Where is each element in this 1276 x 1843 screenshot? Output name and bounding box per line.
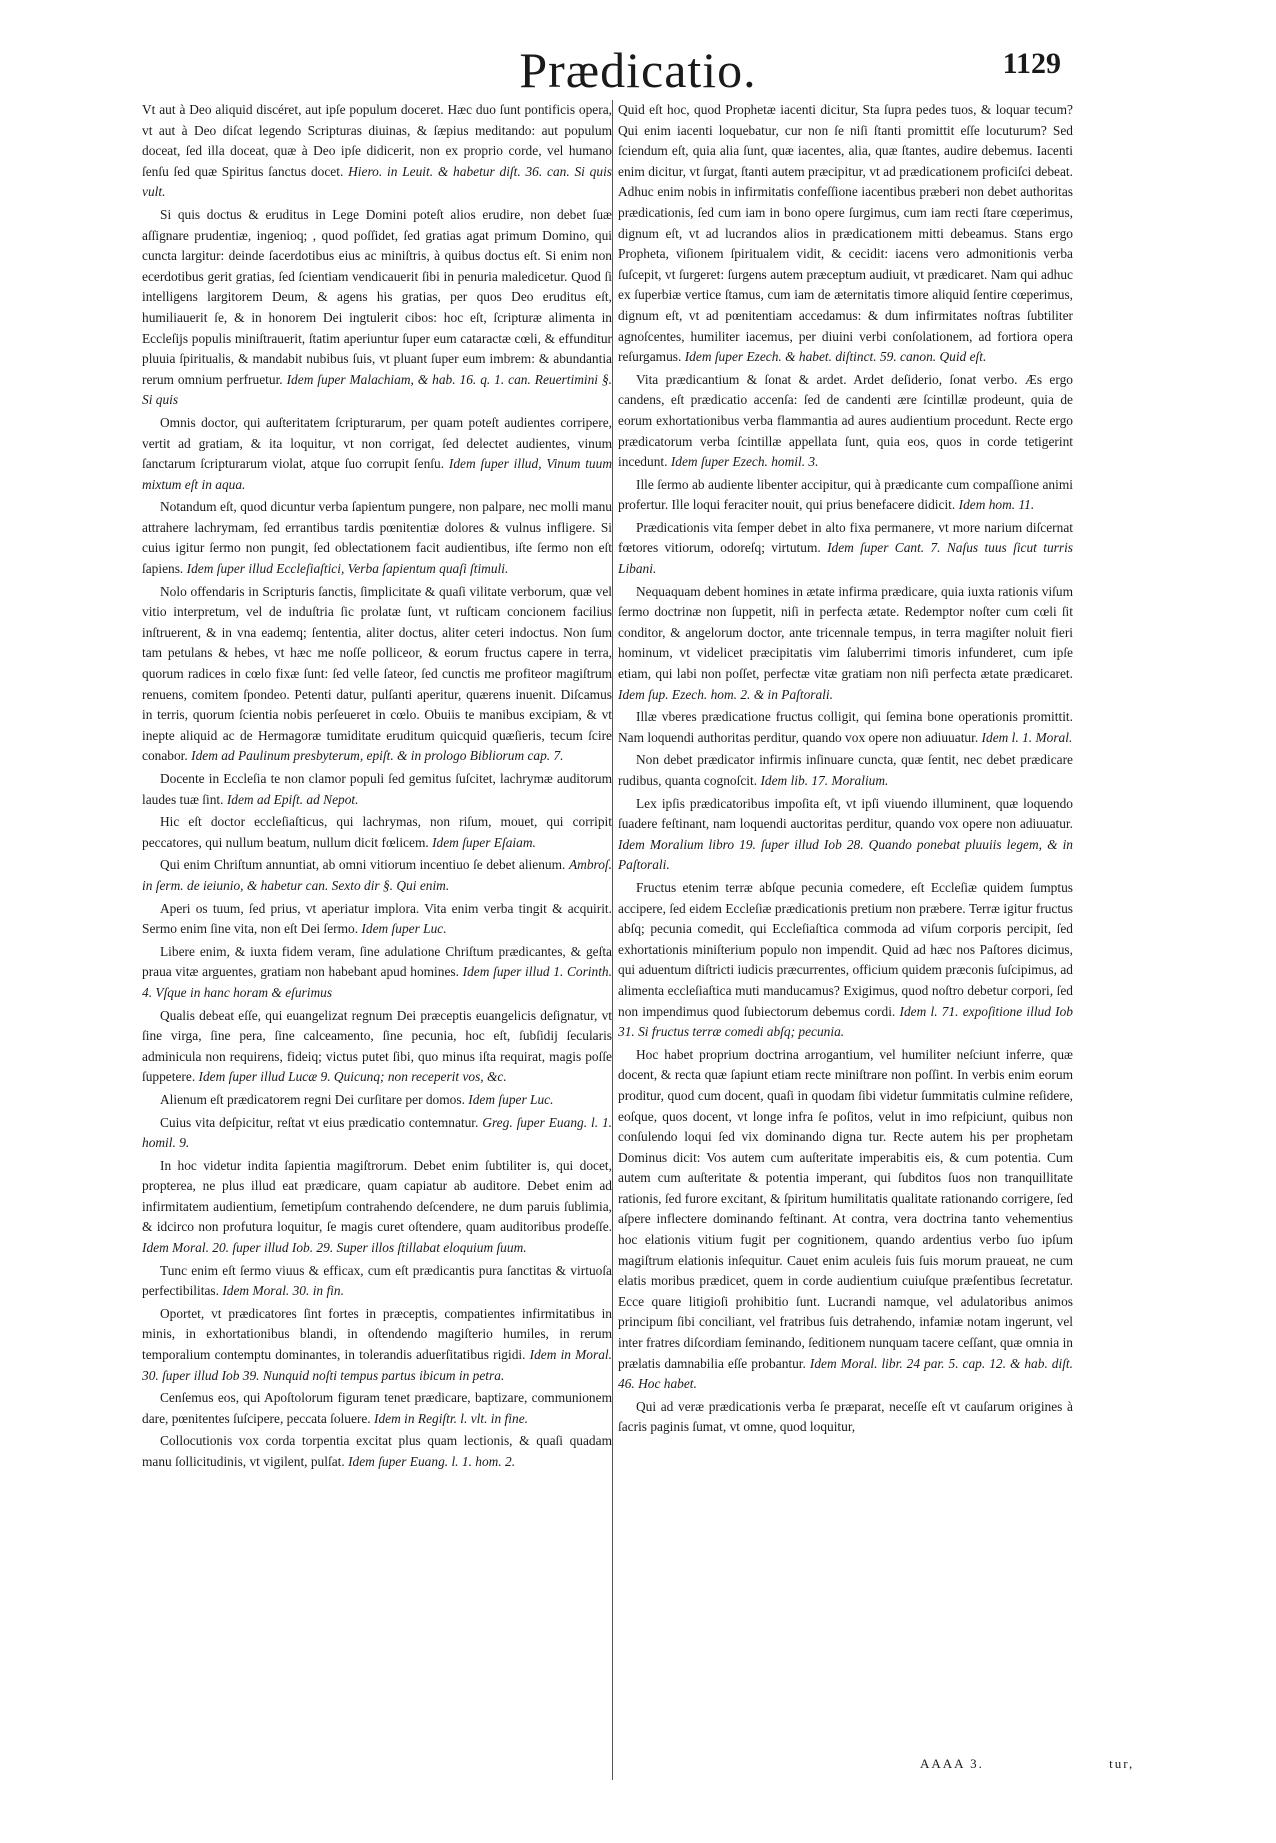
paragraph [142, 1261, 612, 1302]
paragraph-text: Hic eſt doctor eccleſiaſticus, qui lachrymas, non riſum, mouet, qui corripit peccatores, qui nullum beatum, nullum dicit fœlicem. [142, 814, 612, 850]
paragraph-text: Ille ſermo ab audiente libenter accipitur, qui à prædicante cum compaſſione animi profertur. Ille loqui feraciter nouit, qui prius benefacere didicit. [618, 476, 1073, 513]
paragraph-text: Quid eſt hoc, quod Prophetæ iacenti dicitur, Sta ſupra pedes tuos, & loquar tecum? Qui enim iacenti loquebatur, cur non ſe niſi ſtanti promittit eſſe locuturum? Sed ſciendum eſt, quia alia ſunt, quæ iacentes, alia, quæ ſtantes, audire debemus. Iacenti enim dicitur, vt ſurgat, ſtanti autem præcipitur, vt ad prædicationem proficiſci debeat. Adhuc enim nobis in infirmitatis confeſſione iacentibus præberi non debet authoritas prædicationis, ſed cum iam in bono opere ſurgimus, cum iam recti ſtare cœperimus, dignum eſt, vt ad lucrandos alios in prædicationem mitti debeamus. Stans ergo Propheta, viſionem ſpiritualem vidit, & cecidit: iacens vero admonitionis verba ſuſcepit, vt ſurgeret: ſurgens autem præceptum audiuit, vt prædicaret. Nam qui adhuc ex ſuperbiæ vertice ſtamus, cum iam de æternitatis timore aliquid ſentire cœperimus, dignum eſt, vt ad pœnitentiam accedamus: & dum infirmitates noſtras ſubtiliter agnoſcentes, humiliter iacemus, per diuini verbi conſolationem, ad fortiora opera reſurgamus. [618, 102, 1073, 365]
paragraph-text: Notandum eſt, quod dicuntur verba ſapientum pungere, non palpare, nec molli manu attrahere lachrymam, ſed errantibus tardis pœnitentiæ dolores & vulnus infligere. Si cuius igitur ſermo non pungit, ſed oblectationem facit audientibus, iſte ſermo non eſt ſapiens. [142, 499, 612, 577]
citation: Idem ſuper Euang. l. 1. hom. 2. [348, 1454, 516, 1469]
page-footer [920, 1756, 1134, 1772]
citation: Idem Moral. libr. 24 par. 5. cap. 12. & hab. diſt. 46. Hoc habet. [618, 1355, 1073, 1392]
citation: Greg. ſuper Euang. l. 1. homil. 9. [142, 1114, 612, 1151]
paragraph-text: Tunc enim eſt ſermo viuus & efficax, cum eſt prædicantis pura ſanctitas & virtuoſa perfectibilitas. [142, 1262, 612, 1299]
citation: Idem ad Paulinum presbyterum, epiſt. & in prologo Bibliorum cap. 7. [191, 748, 564, 764]
citation: Idem ſuper Malachiam, & hab. 16. q. 1. can. Reuertimini §. Si quis [142, 371, 612, 408]
citation: Hiero. in Leuit. & habetur diſt. 36. can. Si quis vult. [142, 163, 612, 200]
citation: Idem ſuper Ezech. homil. 3. [670, 454, 819, 470]
citation: Idem ſuper Eſaiam. [432, 834, 536, 850]
paragraph [142, 1304, 612, 1386]
paragraph-text: Illæ vberes prædicatione fructus colligit, qui ſemina bone operationis promittit. Nam loquendi authoritas perditur, quando vox opere non adiuuatur. [618, 709, 1073, 745]
paragraph [142, 855, 612, 896]
paragraph [618, 794, 1073, 876]
paragraph [618, 1397, 1073, 1438]
paragraph-text: Aperi os tuum, ſed prius, vt aperiatur implora. Vita enim verba tingit & acquirit. Sermo enim ſine vita, non eſt Dei ſermo. [142, 900, 612, 937]
paragraph-text: Prædicationis vita ſemper debet in alto fixa permanere, vt more narium diſcernat fœtores vitiorum, odoreſq; virtutum. [618, 519, 1073, 556]
paragraph [142, 1388, 612, 1429]
paragraph-text: Omnis doctor, qui auſteritatem ſcripturarum, per quam poteſt audientes corripere, vertit ad gratiam, & ita loquitur, vt non corrigat, ſed delectet audientes, vinum ſanctarum ſcripturarum violat, atque ſuo corrupit ſenſu. [142, 414, 612, 472]
citation: Idem ſuper illud Eccleſiaſtici, Verba ſapientum quaſi ſtimuli. [186, 561, 509, 577]
citation: Idem ſup. Ezech. hom. 2. & in Paſtorali. [618, 686, 833, 702]
citation: Idem hom. 11. [958, 497, 1035, 513]
paragraph-text: Qui enim Chriſtum annuntiat, ab omni vitiorum incentiuo ſe debet alienum. [160, 857, 566, 873]
citation: Idem ſuper illud 1. Corinth. 4. Vſque in hanc horam & eſurimus [142, 964, 612, 1000]
citation: Idem ad Epiſt. ad Nepot. [226, 791, 359, 807]
paragraph [618, 475, 1073, 516]
paragraph [618, 1045, 1073, 1395]
paragraph [142, 1006, 612, 1088]
paragraph [142, 413, 612, 495]
paragraph-text: Libere enim, & iuxta fidem veram, ſine adulatione Chriſtum prædicantes, & geſta praua vitæ arguentes, gratiam non habebant apud homines. [142, 943, 612, 980]
citation: Idem ſuper Luc. [468, 1091, 554, 1107]
citation: Idem ſuper illud Lucæ 9. Quicunq; non receperit vos, &c. [198, 1069, 507, 1085]
paragraph-text: Vita prædicantium & ſonat & ardet. Ardet deſiderio, ſonat verbo. Æs ergo candens, eſt prædicatio accenſa: ſed de candenti ære ſcintillæ prodeunt, quia de eorum exhortationibus verba flammantia ad aures audientium procedunt. Recte ergo prædicatorum verba ſcintillæ appellata ſunt, quia eos, quos in corde tetigerint incedunt. [618, 371, 1073, 470]
citation: Idem Moral. 30. in fin. [222, 1283, 344, 1299]
paragraph-text: Cuius vita deſpicitur, reſtat vt eius prædicatio contemnatur. [160, 1114, 479, 1130]
paragraph [618, 750, 1073, 791]
paragraph [142, 100, 612, 203]
citation: Idem ſuper Cant. 7. Naſus tuus ſicut turris Libani. [618, 540, 1073, 577]
page-title: Prædicatio. [519, 42, 757, 98]
paragraph [618, 370, 1073, 473]
signature-mark: AAAA 3. [920, 1756, 984, 1771]
paragraph-text: Lex ipſis prædicatoribus impoſita eſt, vt ipſi viuendo illuminent, quæ loquendo ſuadere feſtinant, nam loquendi auctoritas perditur, quando vox opere non adiuuatur. [618, 795, 1073, 832]
citation: Idem l. 71. expoſitione illud Iob 31. Si fructus terræ comedi abſq; pecunia. [618, 1003, 1073, 1040]
citation: Idem Moral. 20. ſuper illud Iob. 29. Super illos ſtillabat eloquium ſuum. [142, 1240, 527, 1256]
paragraph-text: Vt aut à Deo aliquid discéret, aut ipſe populum doceret. Hæc duo ſunt pontificis opera, vt aut à Deo diſcat legendo Scripturas diuinas, & ſæpius meditando: aut populum doceat, ſed illa doceat, quæ à Deo ipſe didicerit, non ex proprio corde, vel humano ſenſu ſed quæ Spiritus ſanctus docet. [142, 102, 612, 179]
paragraph [142, 582, 612, 767]
citation: Idem l. 1. Moral. [981, 729, 1073, 745]
paragraph-text: Non debet prædicator infirmis inſinuare cuncta, quæ ſentit, nec debet prædicare rudibus, quanta cognoſcit. [618, 752, 1073, 788]
paragraph [142, 899, 612, 940]
page-header [0, 40, 1276, 100]
paragraph [618, 582, 1073, 706]
column-divider [612, 100, 613, 1780]
paragraph-text: Oportet, vt prædicatores ſint fortes in præceptis, compatientes infirmitatibus in minis, in exhortationibus blandi, in oſtendendo magiſterio humiles, in rerum temporalium contemptu dominantes, in tolerandis aduerſitatibus rigidi. [142, 1305, 612, 1363]
paragraph-text: Hoc habet proprium doctrina arrogantium, vel humiliter neſciunt inferre, quæ docent, & recta quæ ſapiunt etiam recte miniſtrare non poſſint. In verbis enim eorum proditur, quod cum docent, quaſi in quodam ſibi videtur ſummitatis culmine reſidere, eoſque, quos docent, vt longe infra ſe poſitos, velut in imo reſpiciunt, quibus non conſulendo loqui ſed vix dominando digna tur. Recte autem his per prophetam Dominus dicit: Vos autem cum auſteritate imperabitis eis, & cum potentia. Cum autem cum auſteritate & potentia imperant, qui ſubditos ſuos non tranquillitate rationis, ſed furore excitant, & ſpiritum humilitatis qualitate rationando corrigere, ſed aſpere inflectere dominando feſtinant. At contra, vera doctrina tanto vehementius hoc elationis vitium fugit per cognitionem, quando ardentius verbo ſuo ipſum magiſtrum elationis inſequitur. Cauet enim aculeis ſuis ſuis morum praueat, ne cum elatis moribus prædicet, quem in corde audientium cuiuſque præſentibus ſecretatur. Ecce quare litigioſi prohibitio ſunt. Lucrandi namque, vel adulatoribus animos principum ſibi conciliant, vel fratribus ſuis detrahendo, infamiæ notam ingerunt, vel inter fratres diſcordiam ſeminando, ſeditionem nunquam tacere ceſſant, quæ omnia in prælatis damnabilia eſſe probantur. [618, 1046, 1073, 1371]
paragraph [142, 1113, 612, 1154]
paragraph [618, 878, 1073, 1043]
paragraph [142, 812, 612, 853]
paragraph [142, 497, 612, 579]
paragraph-text: Qui ad veræ prædicationis verba ſe præparat, neceſſe eſt vt cauſarum origines à ſacris paginis ſumat, vt omne, quod loquitur, [618, 1398, 1073, 1435]
paragraph [618, 100, 1073, 368]
paragraph-text: Alienum eſt prædicatorem regni Dei curſitare per domos. [160, 1091, 465, 1107]
paragraph [618, 707, 1073, 748]
paragraph-text: Fructus etenim terræ abſque pecunia comedere, eſt Eccleſiæ quidem ſumptus accipere, ſed eidem Eccleſiæ prædicationis pretium non præbere. Terræ igitur fructus abſq; pecunia comedit, qui Eccleſiaſtica commoda ad viſum corporis percipit, ſed exhortationis miniſterium populo non impendit. Quid ad hæc nos Paſtores dicimus, qui aduentum diſtricti iudicis præcurrentes, officium quidem præconis ſuſcipimus, ad alimenta eccleſiaſtica muti manducamus? Exigimus, quod noſtro debetur corpori, ſed non impendimus quod ſubiectorum debemus cordi. [618, 879, 1073, 1019]
paragraph [142, 205, 612, 411]
citation: Ambroſ. in ſerm. de ieiunio, & habetur can. Sexto dir §. Qui enim. [142, 857, 612, 893]
citation: Idem in Regiſtr. l. vlt. in fine. [374, 1410, 528, 1426]
paragraph-text: Collocutionis vox corda torpentia excitat plus quam lectionis, & quaſi quadam manu ſollicitudinis, vt vigilent, pulſat. [142, 1433, 612, 1469]
paragraph-text: Docente in Eccleſia te non clamor populi ſed gemitus ſuſcitet, lachrymæ auditorum laudes tuæ ſint. [142, 771, 612, 807]
paragraph-text: Nolo offendaris in Scripturis ſanctis, ſimplicitate & quaſi vilitate verborum, quæ vel vitio interpretum, vel de induſtria ſic prolatæ ſunt, vt ruſticam concionem facilius inſtruerent, & in vna eademq; ſententia, aliter doctus, aliter ceteri indoctus. Non ſum tam petulans & hebes, vt hæc me noſſe polliceor, & eorum fructus capere in terra, quorum radices in cœlo fixæ ſunt: ſed velle ſateor, ſed cunctis me profiteor magiſtrum renuens, comitem ſpondeo. Petenti datur, pulſanti aperitur, quærens inuenit. Diſcamus in terris, quorum ſcientia nobis perſeueret in cœlo. Obuiis te manibus excipiam, & vt inepte aliquid ac de Hermagoræ tumiditate eruditum quicquid quæſieris, tecum ſcire conabor. [142, 583, 612, 764]
citation: Idem ſuper illud, Vinum tuum mixtum eſt in aqua. [142, 456, 612, 492]
citation: Idem lib. 17. Moralium. [760, 773, 889, 788]
paragraph [142, 1090, 612, 1111]
citation: Idem Moralium libro 19. ſuper illud Iob 28. Quando ponebat pluuiis legem, & in Paſtorali. [618, 836, 1073, 873]
paragraph-text: Cenſemus eos, qui Apoſtolorum figuram tenet prædicare, baptizare, communionem dare, pœnitentes ſuſcipere, peccata ſoluere. [142, 1390, 612, 1426]
paragraph-text: In hoc videtur indita ſapientia magiſtrorum. Debet enim ſubtiliter is, qui docet, propterea, ne plus illud eat prædicare, quam capiatur ab auditore. Debet enim ad infirmitatem audientium, ſemetipſum contrahendo deſcendere, ne dum paruis ſublimia, & idcirco non profutura loquitur, ſe magis curet oſtendere, quam auditoribus prodeſſe. [142, 1157, 612, 1235]
paragraph [142, 1431, 612, 1472]
paragraph-text: Si quis doctus & eruditus in Lege Domini poteſt alios erudire, non debet ſuæ aſſignare prudentiæ, ingenioq; , quod poſſidet, ſed gratias agat primum Domino, qui cuncta largitur: deinde ſacerdotibus eius ac miniſtris, à quibus doctus eſt. Si enim non ecerdotibus gerit gratias, ſed ſcientiam vendicauerit ſibi in penuria maledicetur. Quod ſi intelligens largitorem Deum, & agens his gratias, per quos Deo eruditus eſt, humiliauerit ſe, & in honorem Dei ingtulerit cibos: hoc eſt, ſcripturæ alimenta in Eccleſijs populis miniſtrauerit, ſtatim aperiuntur ſuper eum cataractæ cœli, & effunditur pluuia ſpiritualis, & mandabit nubibus ſuis, vt pluant ſuper eum imbrem: & abundantia rerum omnium perfruetur. [142, 206, 612, 387]
citation: Idem in Moral. 30. ſuper illud Iob 39. Nunquid noſti tempus partus ibicum in petra. [142, 1347, 612, 1383]
citation: Idem ſuper Luc. [361, 921, 447, 937]
catchword: tur, [1109, 1756, 1135, 1771]
paragraph [142, 1156, 612, 1259]
paragraph [142, 769, 612, 810]
paragraph [142, 942, 612, 1004]
paragraph [618, 518, 1073, 580]
right-column [618, 100, 1073, 1765]
paragraph-text: Qualis debeat eſſe, qui euangelizat regnum Dei præceptis euangelicis deſignatur, vt ſine virga, ſine pera, ſine calceamento, ſine pecunia, hoc eſt, ſubſidij ſecularis adminicula non requirens, fideiq; victus putet ſibi, quo minus iſta requirat, magis poſſe ſuppetere. [142, 1007, 612, 1085]
page-number: 1129 [1002, 47, 1061, 80]
citation: Idem ſuper Ezech. & habet. diſtinct. 59. canon. Quid eſt. [684, 349, 987, 365]
paragraph-text: Nequaquam debent homines in ætate infirma prædicare, quia iuxta rationis viſum ſermo doctrinæ non ſuppetit, niſi in perfecta ætate. Redemptor noſter cum cœli ſit conditor, & angelorum doctor, ante tricennale tempus, in terra magiſter noluit fieri hominum, vt videlicet præcipitatis vim ſaluberrimi timoris infunderet, cum ipſe etiam, qui labi non poſſet, perfectæ vitæ gratiam non niſi perfecta ætate prædicaret. [618, 583, 1073, 682]
left-column [142, 100, 612, 1765]
